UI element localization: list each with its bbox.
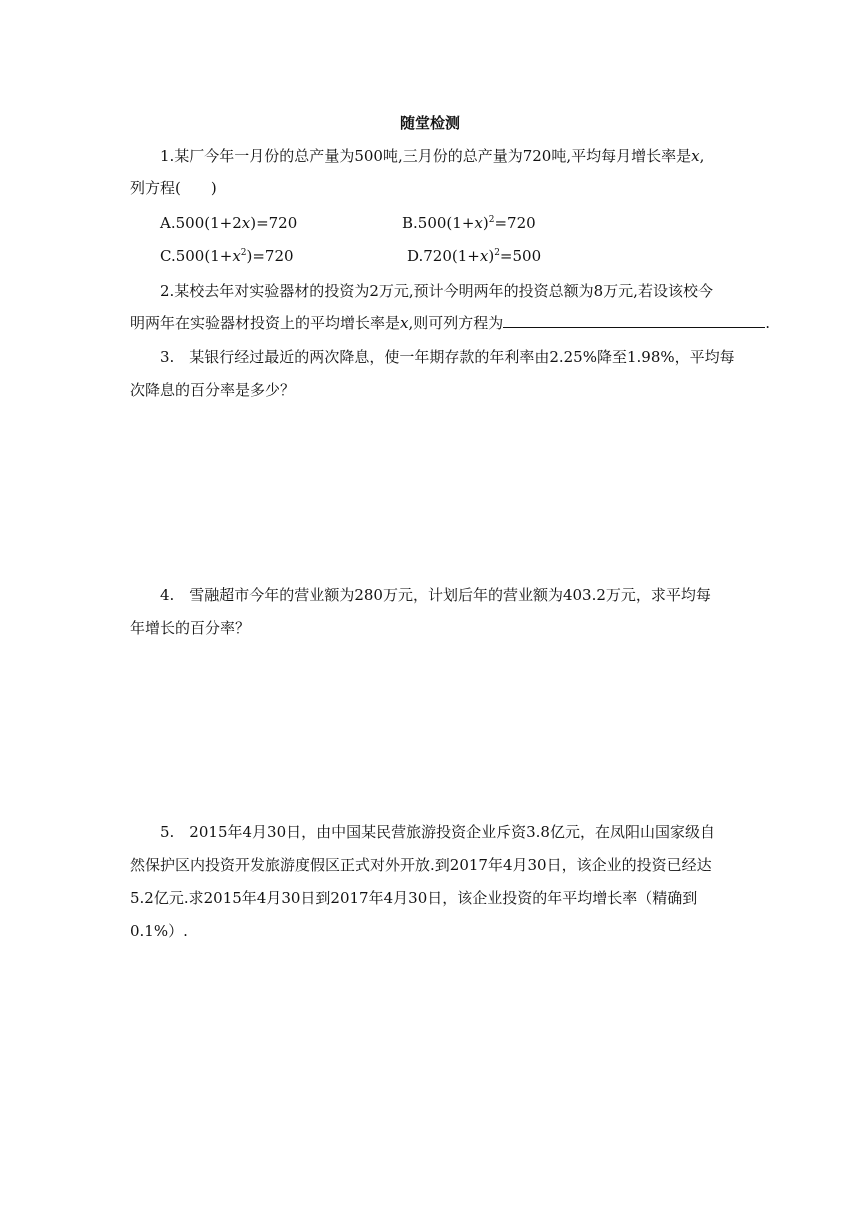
variable-x: x	[474, 214, 483, 232]
period: .	[765, 314, 771, 332]
question-4-line-1: 4. 雪融超市今年的营业额为280万元，计划后年的营业额为403.2万元，求平均每	[160, 586, 711, 604]
question-2-line-1: 2.某校去年对实验器材的投资为2万元,预计今明两年的投资总额为8万元,若设该校今	[160, 282, 713, 300]
question-1-line-2: 列方程( )	[130, 179, 217, 197]
question-3-line-2: 次降息的百分率是多少？	[130, 381, 296, 399]
question-5-line-4: 0.1%）.	[130, 922, 188, 940]
exponent: 2	[240, 248, 247, 258]
question-5-line-3: 5.2亿元.求2015年4月30日到2017年4月30日，该企业投资的年平均增长率（精确到	[130, 889, 698, 907]
option-d-paren: )	[488, 247, 495, 265]
question-4-line-2: 年增长的百分率？	[130, 619, 251, 637]
question-5-line-2: 然保护区内投资开发旅游度假区正式对外开放.到2017年4月30日，该企业的投资已经达	[130, 856, 712, 874]
option-d	[407, 246, 541, 266]
variable-x: x	[241, 214, 251, 232]
option-a-text-end: )=720	[250, 214, 298, 232]
option-b	[402, 213, 536, 233]
variable-x: x	[479, 247, 489, 265]
question-2-text-end: ,则可列方程为	[408, 314, 504, 332]
option-c-text: C.500(1+	[160, 247, 233, 265]
question-2-text: 明两年在实验器材投资上的平均增长率是	[130, 314, 401, 332]
question-3-line-1: 3. 某银行经过最近的两次降息，使一年期存款的年利率由2.25%降至1.98%，平均每	[160, 348, 735, 366]
exponent: 2	[488, 215, 495, 225]
question-1-text: 1.某厂今年一月份的总产量为500吨,三月份的总产量为720吨,平均每月增长率是	[160, 147, 692, 165]
option-b-text: B.500(1+	[402, 214, 475, 232]
exponent: 2	[494, 248, 500, 258]
page-title: 随堂检测	[399, 114, 460, 132]
question-5-line-1: 5. 2015年4月30日，由中国某民营旅游投资企业斥资3.8亿元，在凤阳山国家级自	[160, 823, 715, 841]
option-a	[160, 213, 297, 233]
option-c-text-end: )=720	[246, 247, 294, 265]
option-c	[160, 246, 294, 266]
option-b-text-end: =720	[494, 214, 536, 232]
variable-x: x	[232, 247, 241, 265]
question-2-line-2	[130, 313, 771, 333]
question-1-line-1	[160, 146, 760, 166]
option-d-text-end: =500	[499, 247, 542, 265]
comma: ,	[699, 147, 705, 165]
answer-blank[interactable]	[503, 313, 765, 328]
option-b-paren: )	[482, 214, 489, 232]
option-d-text: D.720(1+	[407, 247, 480, 265]
option-a-text: A.500(1+2	[160, 214, 242, 232]
variable-x: x	[400, 314, 409, 332]
variable-x: x	[691, 147, 700, 165]
